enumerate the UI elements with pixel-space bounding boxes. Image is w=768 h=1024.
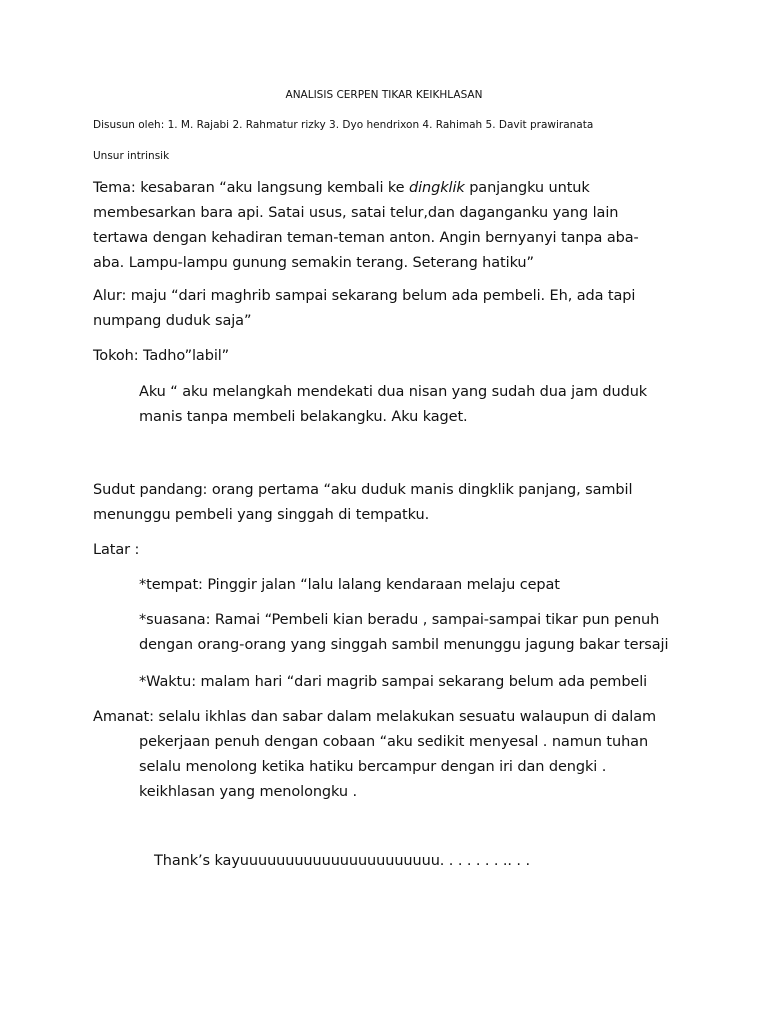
- authors-line: Disusun oleh: 1. M. Rajabi 2. Rahmatur rizky 3. Dyo hendrixon 4. Rahimah 5. Davit prawiranata: [93, 119, 594, 131]
- alur-line-2: numpang duduk saja”: [93, 313, 252, 329]
- amanat-line-4: keikhlasan yang menolongku .: [139, 784, 357, 800]
- tema-line-3: tertawa dengan kehadiran teman-teman anton. Angin bernyanyi tanpa aba-: [93, 230, 639, 246]
- amanat-line-3: selalu menolong ketika hatiku bercampur dengan iri dan dengki .: [139, 759, 607, 775]
- latar-waktu: *Waktu: malam hari “dari magrib sampai sekarang belum ada pembeli: [139, 674, 648, 690]
- tema-italic-word: dingklik: [409, 180, 465, 196]
- latar-suasana-1: *suasana: Ramai “Pembeli kian beradu , sampai-sampai tikar pun penuh: [139, 612, 660, 628]
- amanat-line-1: Amanat: selalu ikhlas dan sabar dalam melakukan sesuatu walaupun di dalam: [93, 709, 657, 725]
- closing-line: Thank’s kayuuuuuuuuuuuuuuuuuuuuuu. . . . . . . .. . .: [154, 853, 530, 869]
- latar-label: Latar :: [93, 542, 140, 558]
- tema-line-4: aba. Lampu-lampu gunung semakin terang. Seterang hatiku”: [93, 255, 534, 271]
- sudut-line-1: Sudut pandang: orang pertama “aku duduk manis dingklik panjang, sambil: [93, 482, 633, 498]
- document-title: ANALISIS CERPEN TIKAR KEIKHLASAN: [285, 89, 483, 101]
- tema-line-1: [93, 180, 590, 196]
- tema-text: Tema: kesabaran “aku langsung kembali ke: [93, 180, 409, 196]
- alur-line-1: Alur: maju “dari maghrib sampai sekarang belum ada pembeli. Eh, ada tapi: [93, 288, 636, 304]
- aku-line-2: manis tanpa membeli belakangku. Aku kaget.: [139, 409, 468, 425]
- sudut-line-2: menunggu pembeli yang singgah di tempatku.: [93, 507, 430, 523]
- tema-line-2: membesarkan bara api. Satai usus, satai telur,dan daganganku yang lain: [93, 205, 619, 221]
- aku-line-1: Aku “ aku melangkah mendekati dua nisan yang sudah dua jam duduk: [139, 384, 648, 400]
- amanat-line-2: pekerjaan penuh dengan cobaan “aku sedikit menyesal . namun tuhan: [139, 734, 649, 750]
- latar-tempat: *tempat: Pinggir jalan “lalu lalang kendaraan melaju cepat: [139, 577, 560, 593]
- section-heading: Unsur intrinsik: [93, 150, 170, 162]
- latar-suasana-2: dengan orang-orang yang singgah sambil menunggu jagung bakar tersaji: [139, 637, 669, 653]
- tema-text-tail: panjangku untuk: [464, 180, 590, 196]
- tokoh-line: Tokoh: Tadho”labil”: [93, 348, 230, 364]
